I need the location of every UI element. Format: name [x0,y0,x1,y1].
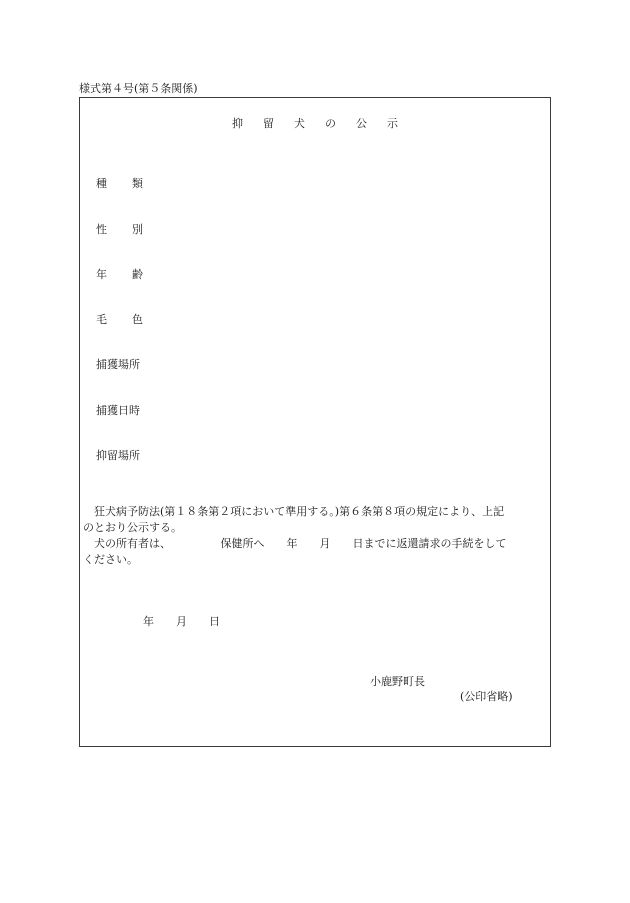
field-capture-datetime-label: 捕獲日時 [96,404,140,417]
notice-paragraph-law: 狂犬病予防法(第１８条第２項において準用する。)第６条第８項の規定により、上記 のとおり公示する。 [83,505,505,534]
field-capture-place-label: 捕獲場所 [96,358,140,371]
notice-date: 年 月 日 [143,615,220,628]
field-sex-label: 性別 [96,223,168,236]
field-detention-place-label: 抑留場所 [96,449,140,462]
field-age-label: 年齢 [96,268,168,281]
field-coat-color-label: 毛色 [96,313,168,326]
seal-omitted-note: (公印省略) [460,690,513,703]
notice-frame [79,97,551,747]
form-number: 様式第４号(第５条関係) [79,82,198,95]
issuer-name: 小鹿野町長 [370,675,425,688]
notice-paragraph-owner: 犬の所有者は、 保健所へ 年 月 日までに返還請求の手続をして ください。 [83,537,507,566]
field-type-label: 種類 [96,177,168,190]
document-title: 抑留犬の公示 [232,117,418,130]
